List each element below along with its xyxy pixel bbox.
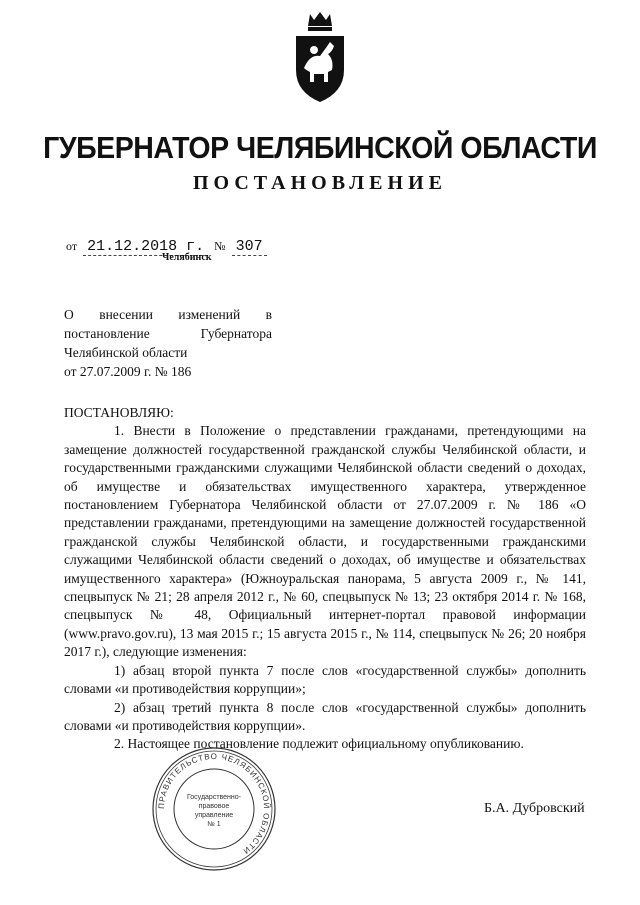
stamp-inner-text: Государственно- <box>186 794 242 801</box>
signature-name: Б.А. Дубровский <box>484 801 585 816</box>
date-from-label: от <box>66 239 78 253</box>
document-title: ГУБЕРНАТОР ЧЕЛЯБИНСКОЙ ОБЛАСТИ <box>43 130 597 165</box>
resolution-intro: ПОСТАНОВЛЯЮ: <box>64 405 174 420</box>
stamp-inner-text: управление <box>194 812 234 819</box>
document-type: ПОСТАНОВЛЕНИЕ <box>193 172 447 194</box>
official-stamp <box>150 745 278 873</box>
coat-of-arms-icon <box>288 10 352 106</box>
stamp-ring-text: ПРАВИТЕЛЬСТВО ЧЕЛЯБИНСКОЙ ОБЛАСТИ <box>156 751 272 857</box>
paragraph: 1. Внести в Положение о представлении гражданами, претендующими на замещение должностей государственной гражданской службы Челябинской области, и государственными гражданскими служащими Челябинской области сведений о доходах, об имуществе и обязательствах имущественного характера, утвержденное постановлением Губернатора Челябинской области от 27.07.2009 г. № 186 «О представлении гражданами, претендующими на замещение должностей государственной гражданской службы Челябинской области, и государственными гражданскими служащими Челябинской области сведений о доходах, об имуществе и обязательствах имущественного характера» (Южноуральская панорама, 5 августа 2009 г., № 141, спецвыпуск № 21; 28 апреля 2012 г., № 60, спецвыпуск № 13; 23 октября 2014 г. № 168, спецвыпуск № 48, Официальный интернет-портал правовой информации (www.pravo.gov.ru), 13 мая 2015 г.; 15 августа 2015 г., № 114, спецвыпуск № 26; 20 ноября 2017 г.), следующие изменения: <box>64 423 586 660</box>
document-number: 307 <box>232 238 267 256</box>
number-label: № <box>214 239 226 253</box>
document-body <box>64 404 586 754</box>
document-date: 21.12.2018 г. <box>83 238 208 256</box>
subject-line: О внесении изменений в постановление Губернатора Челябинской области <box>64 307 272 360</box>
city-label: Челябинск <box>162 252 212 263</box>
paragraph: 1) абзац второй пункта 7 после слов «государственной службы» дополнить словами «и противодействия коррупции»; <box>64 662 586 697</box>
paragraph: 2. Настоящее постановление подлежит официальному опубликованию. <box>114 736 524 752</box>
document-subject <box>64 305 272 381</box>
paragraph: 2) абзац третий пункта 8 после слов «государственной службы» дополнить словами «и противодействия коррупции». <box>64 699 586 733</box>
stamp-inner-text: № 1 <box>207 821 221 828</box>
subject-line: от 27.07.2009 г. № 186 <box>64 364 192 379</box>
stamp-inner-text: правовое <box>198 803 230 810</box>
